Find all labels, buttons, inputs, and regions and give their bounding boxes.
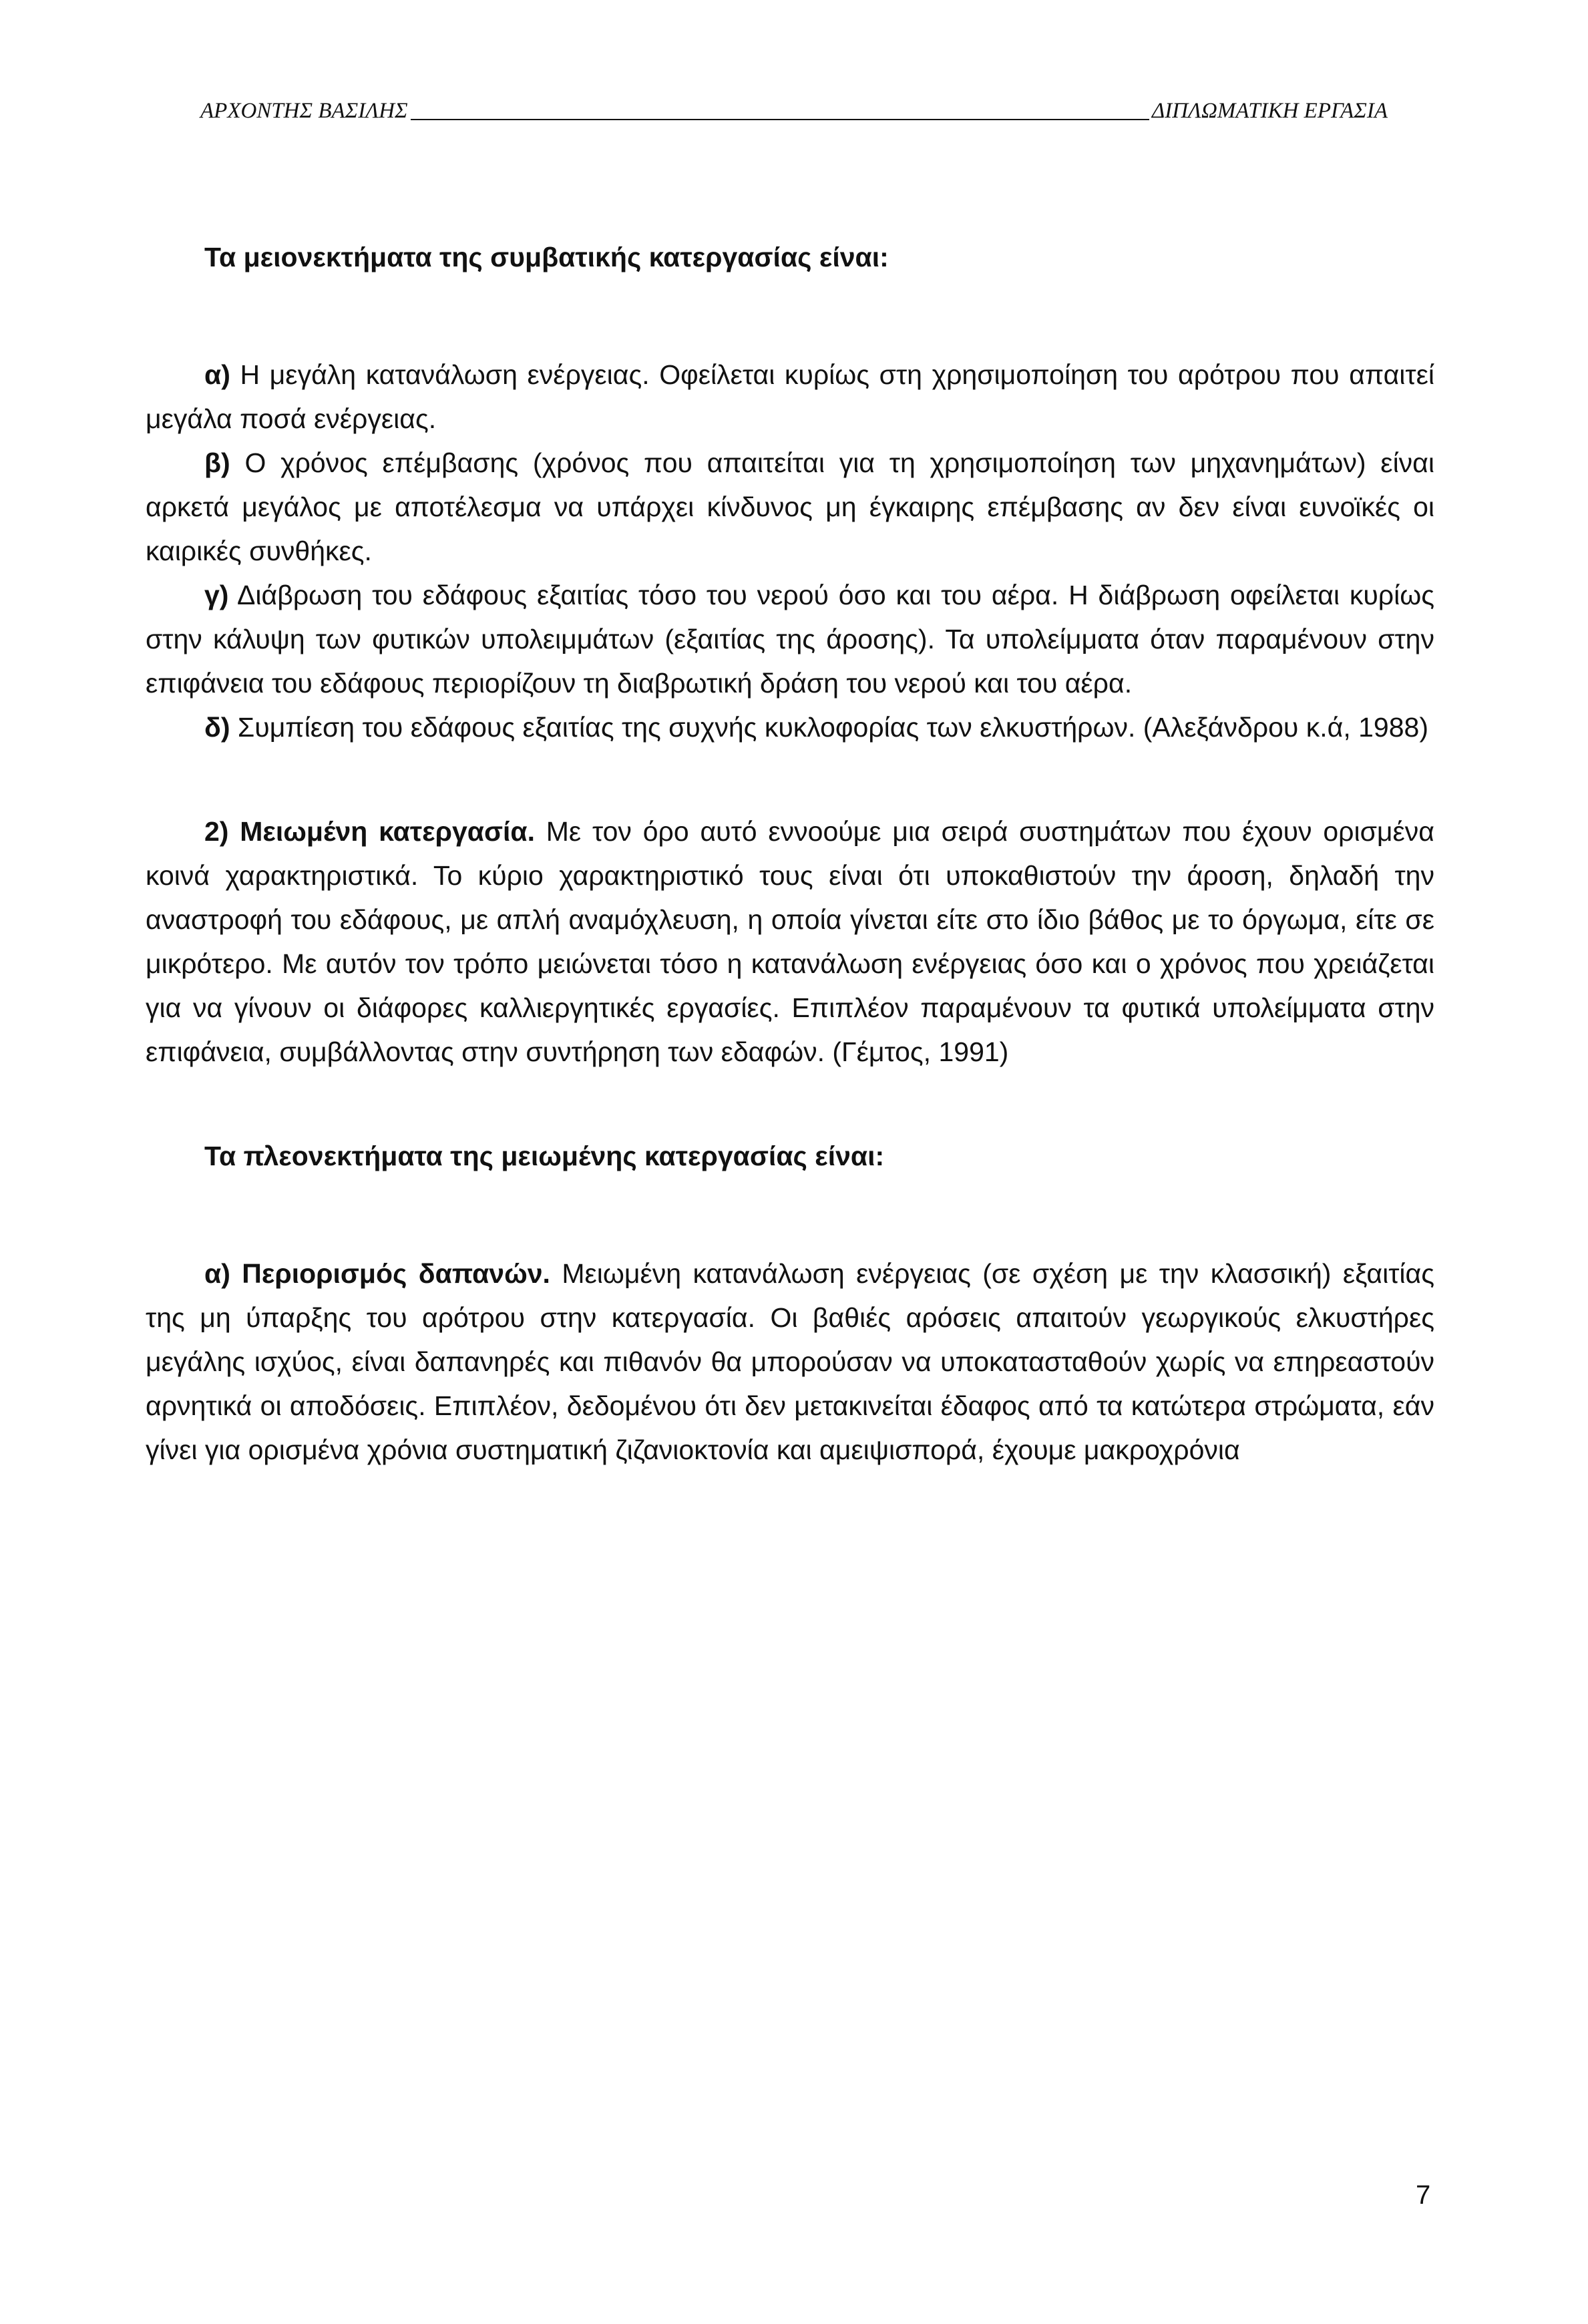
list-item-text: Μειωμένη κατανάλωση ενέργειας (σε σχέση με την κλασσική) εξαιτίας της μη ύπαρξης του αρότρου στην κατεργασία. Οι βαθιές αρόσεις απαιτούν γεωργικούς ελκυστήρες μεγάλης ισχύος, είναι δαπανηρές και πιθανόν θα μπορούσαν να υποκατασταθούν χωρίς να επηρεαστούν αρνητικά οι αποδόσεις. Επιπλέον, δεδομένου ότι δεν μετακινείται έδαφος από τα κατώτερα στρώματα, εάν γίνει για ορισμένα χρόνια συστηματική ζιζανιοκτονία και αμειψισπορά, έχουμε μακροχρόνια [146, 1258, 1434, 1465]
page-content [146, 235, 1434, 1472]
spacer [146, 749, 1434, 809]
spacer [146, 1074, 1434, 1134]
header-rule [411, 119, 1149, 120]
section-title: 2) Μειωμένη κατεργασία. [204, 816, 535, 847]
list-item-a [146, 353, 1434, 441]
header-author: ΑΡΧΟΝΤΗΣ ΒΑΣΙΛΗΣ [200, 99, 408, 123]
list-item-label: β) [204, 447, 230, 478]
list-item-text: Διάβρωση του εδάφους εξαιτίας τόσο του νερού όσο και του αέρα. Η διάβρωση οφείλεται κυρίως στην κάλυψη των φυτικών υπολειμμάτων (εξαιτίας της άροσης). Τα υπολείμματα όταν παραμένουν στην επιφάνεια του εδάφους περιορίζουν τη διαβρωτική δράση του νερού και του αέρα. [146, 580, 1434, 699]
list-item-b [146, 441, 1434, 573]
list-item-text: Συμπίεση του εδάφους εξαιτίας της συχνής κυκλοφορίας των ελκυστήρων. (Αλεξάνδρου κ.ά, 1988) [230, 712, 1428, 743]
running-header [200, 98, 1388, 124]
section-heading-disadvantages: Τα μειονεκτήματα της συμβατικής κατεργασίας είναι: [204, 242, 889, 272]
list-item-cost-reduction [146, 1251, 1434, 1472]
list-item-label: α) Περιορισμός δαπανών. [204, 1258, 550, 1289]
spacer [146, 1178, 1434, 1251]
spacer [146, 279, 1434, 353]
list-item-label: δ) [204, 712, 230, 743]
list-item-label: α) [204, 359, 230, 390]
list-item-d [146, 705, 1434, 749]
section-heading-advantages: Τα πλεονεκτήματα της μειωμένης κατεργασίας είναι: [204, 1141, 885, 1171]
list-item-c [146, 573, 1434, 705]
header-document-type: ΔΙΠΛΩΜΑΤΙΚΗ ΕΡΓΑΣΙΑ [1151, 99, 1388, 123]
list-item-text: Ο χρόνος επέμβασης (χρόνος που απαιτείται για τη χρησιμοποίηση των μηχανημάτων) είναι αρκετά μεγάλος με αποτέλεσμα να υπάρχει κίνδυνος μη έγκαιρης επέμβασης αν δεν είναι ευνοϊκές οι καιρικές συνθήκες. [146, 447, 1434, 566]
page-number: 7 [1416, 2180, 1431, 2210]
list-item-label: γ) [204, 580, 229, 610]
section-body: Με τον όρο αυτό εννοούμε μια σειρά συστημάτων που έχουν ορισμένα κοινά χαρακτηριστικά. Το κύριο χαρακτηριστικό τους είναι ότι υποκαθιστούν την άροση, δηλαδή την αναστροφή του εδάφους, με απλή αναμόχλευση, η οποία γίνεται είτε στο ίδιο βάθος με το όργωμα, είτε σε μικρότερο. Με αυτόν τον τρόπο μειώνεται τόσο η κατανάλωση ενέργειας όσο και ο χρόνος που χρειάζεται για να γίνουν οι διάφορες καλλιεργητικές εργασίες. Επιπλέον παραμένουν τα φυτικά υπολείμματα στην επιφάνεια, συμβάλλοντας στην συντήρηση των εδαφών. (Γέμτος, 1991) [146, 816, 1434, 1067]
section-reduced-tillage [146, 809, 1434, 1074]
list-item-text: Η μεγάλη κατανάλωση ενέργειας. Οφείλεται κυρίως στη χρησιμοποίηση του αρότρου που απαιτεί μεγάλα ποσά ενέργειας. [146, 359, 1434, 434]
